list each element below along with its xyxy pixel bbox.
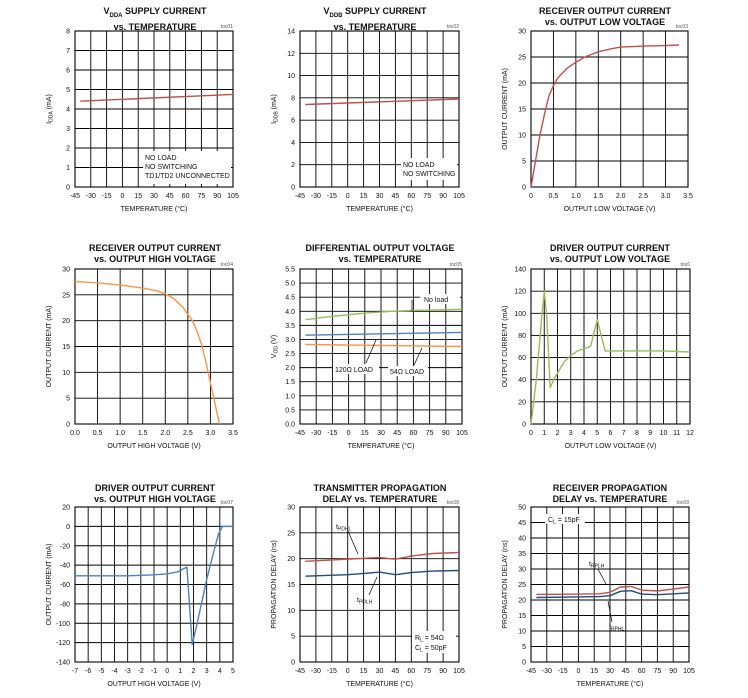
chart2-ylabel: $I_{DDB}$ (mA) <box>271 94 280 124</box>
chart3-ytick-label: 30 <box>518 28 526 36</box>
chart5-xtick-label: -15 <box>327 430 338 437</box>
chart6-xtick-label: 8 <box>635 430 639 437</box>
chart8-ytick-label: 15 <box>287 582 295 589</box>
chart1-series-1 <box>80 94 233 101</box>
chart5-label-no-load: No load <box>424 297 449 304</box>
chart1-xtick-label: 30 <box>150 193 158 200</box>
chart7-xtick-label: 3 <box>204 668 209 675</box>
chart2-xtick-label: 60 <box>407 193 416 200</box>
chart8-xtick-label: 105 <box>453 668 465 675</box>
chart8-tpdhl-pointer <box>348 531 358 554</box>
chart8-ytick-label: 25 <box>287 530 295 538</box>
chart3-ytick-label: 25 <box>518 54 526 62</box>
chart3-xtick-label: 1.5 <box>593 193 604 200</box>
chart6-xtick-label: 9 <box>648 430 653 437</box>
chart9-xtick-label: 45 <box>621 668 630 675</box>
chart5-ytick-label: 4.5 <box>285 294 295 302</box>
chart7-xtick-label: -4 <box>111 668 118 675</box>
chart2-xtick-label: 90 <box>439 193 447 200</box>
chart9-xtick-label: 90 <box>669 668 678 675</box>
chart1-xtick-label: -15 <box>101 193 112 200</box>
chart5-xtick-label: 75 <box>425 430 434 437</box>
chart5-ytick-label: 3.0 <box>285 336 295 344</box>
chart6-xtick-label: 5 <box>595 430 600 437</box>
chart6-xtick-label: 1 <box>542 430 547 437</box>
chart1-ytick-label: 8 <box>66 28 70 36</box>
chart1-xtick-label: 0 <box>120 193 125 200</box>
chart7-ytick-label: -100 <box>55 620 70 628</box>
chart8-series-1 <box>305 553 459 562</box>
chart4-ytick-label: 25 <box>62 292 70 300</box>
chart7-xtick-label: -1 <box>150 668 158 675</box>
chart6-code: toc6 <box>680 262 690 268</box>
chart2-ytick-label: 10 <box>287 73 295 81</box>
chart9-xtick-label: -30 <box>541 668 552 675</box>
chart3-xtick-label: 3.5 <box>683 193 693 200</box>
chart9-trplh-pointer <box>598 569 606 584</box>
chart6-xtick-label: 4 <box>582 430 586 437</box>
chart1-ylabel: $I_{DDA}$ (mA) <box>46 94 55 124</box>
chart2-ytick-label: 14 <box>287 28 295 36</box>
chart5-xtick-label: 90 <box>441 430 450 437</box>
chart4-xtick-label: 0.0 <box>70 430 80 437</box>
chart3-xtick-label: 0 <box>529 193 533 200</box>
chart9-ytick-label: 25 <box>518 582 526 589</box>
chart2-xtick-label: 105 <box>453 193 465 200</box>
chart4-ytick-label: 5 <box>66 395 70 403</box>
chart5-xtick-label: 30 <box>377 430 385 437</box>
chart5-xtick-label: -30 <box>311 430 322 437</box>
chart3-ytick-label: 5 <box>522 158 526 166</box>
chart8-ytick-label: 0 <box>291 659 295 667</box>
chart8-xtick-label: 75 <box>423 668 432 675</box>
chart5-ylabel: $V_{OD}$ (V) <box>271 334 280 359</box>
chart2-xtick-label: 30 <box>375 193 384 200</box>
chart6-xtick-label: 6 <box>608 430 613 437</box>
chart9-ytick-label: 10 <box>518 628 526 636</box>
chart6-ytick-label: 140 <box>514 266 526 274</box>
chart5-series-2 <box>305 332 462 335</box>
chart3-ylabel: OUTPUT CURRENT (mA) <box>502 68 509 150</box>
chart9-label-trphl: $t_{RPHL}$ <box>609 624 625 633</box>
chart2-series-1 <box>305 99 459 105</box>
chart7-xtick-label: -6 <box>85 668 92 675</box>
chart1-ytick-label: 6 <box>66 67 70 75</box>
chart8-ytick-label: 10 <box>287 607 295 615</box>
chart6-ytick-label: 120 <box>514 288 526 296</box>
chart9-ytick-label: 5 <box>522 644 526 651</box>
chart5-ytick-label: 0.0 <box>285 421 295 429</box>
chart8-xlabel: TEMPERATURE (°C) <box>346 681 413 688</box>
chart5-xtick-label: 0 <box>346 430 351 437</box>
chart5-xtick-label: 60 <box>409 430 418 437</box>
chart4-code: toc04 <box>220 262 233 268</box>
chart9-xtick-label: 30 <box>606 668 614 675</box>
chart1-ytick-label: 2 <box>66 145 70 153</box>
chart9-xtick-label: 105 <box>683 668 695 675</box>
chart7-ytick-label: -20 <box>59 543 70 551</box>
chart2-xtick-label: -15 <box>326 193 337 200</box>
chart9-xtick-label: -15 <box>557 668 568 675</box>
chart9-title: RECEIVER PROPAGATION DELAY vs. TEMPERATURE <box>552 483 668 504</box>
chart7-xtick-label: 4 <box>217 668 222 675</box>
chart5-ytick-label: 5.0 <box>285 280 295 288</box>
chart2-xtick-label: 45 <box>391 193 400 200</box>
chart7-xtick-label: 0 <box>165 668 170 675</box>
chart4-xlabel: OUTPUT HIGH VOLTAGE (V) <box>107 443 201 450</box>
chart4-xtick-label: 3.0 <box>205 430 216 437</box>
chart7-title: DRIVER OUTPUT CURRENT vs. OUTPUT HIGH VOLTAGE <box>94 483 216 504</box>
chart5-xtick-label: -45 <box>294 430 306 437</box>
chart9-ylabel: PROPAGATION DELAY (ns) <box>502 540 509 629</box>
chart5-120-pointer <box>366 340 376 363</box>
chart1-ytick-label: 7 <box>66 48 70 55</box>
chart6-xtick-label: 12 <box>686 430 694 437</box>
chart6-xtick-label: 7 <box>621 430 626 437</box>
chart2-ytick-label: 12 <box>287 50 295 58</box>
chart4-title: RECEIVER OUTPUT CURRENT vs. OUTPUT HIGH VOLTAGE <box>88 243 221 264</box>
chart4-ytick-label: 0 <box>66 421 70 429</box>
chart5-xtick-label: 45 <box>393 430 402 437</box>
chart2-title: $V_{DDB}$ SUPPLY CURRENT vs. TEMPERATURE <box>323 6 427 32</box>
chart7-ylabel: OUTPUT CURRENT (mA) <box>46 543 53 626</box>
chart8-xtick-label: 0 <box>345 668 350 675</box>
chart7-xlabel: OUTPUT HIGH VOLTAGE (V) <box>107 681 201 688</box>
chart3-code: toc03 <box>675 24 688 30</box>
chart8-note-cl: $C_L = 50pF$ <box>415 645 447 654</box>
chart9-note-cl: $C_L = 15pF$ <box>548 517 580 526</box>
chart1-xtick-label: -45 <box>69 193 81 200</box>
chart9-xtick-label: 0 <box>576 668 581 675</box>
chart8-ytick-label: 20 <box>287 556 295 564</box>
chart8-note-rl: $R_L = 54\Omega$ <box>415 635 444 644</box>
chart8-tpdlh-pointer <box>369 577 377 595</box>
chart2-ytick-label: 6 <box>291 117 295 125</box>
chart8-title: TRANSMITTER PROPAGATION DELAY vs. TEMPERATURE <box>313 483 447 504</box>
chart9-ytick-label: 45 <box>518 520 526 527</box>
chart7-code: toc07 <box>220 500 233 506</box>
chart8-xtick-label: -15 <box>326 668 337 675</box>
chart6-ytick-label: 100 <box>514 310 526 318</box>
chart8-ylabel: PROPAGATION DELAY (ns) <box>271 540 278 629</box>
chart9-ytick-label: 30 <box>518 566 526 574</box>
chart5-ytick-label: 2.0 <box>285 365 295 373</box>
chart3-xtick-label: 0.5 <box>548 193 559 200</box>
chart9-code: toc09 <box>676 500 689 506</box>
chart1-note-td-unconnected: TD1/TD2 UNCONNECTED <box>145 173 230 180</box>
chart8-xtick-label: 15 <box>359 668 368 675</box>
chart1-title: $V_{DDA}$ SUPPLY CURRENT vs. TEMPERATURE <box>103 6 207 32</box>
chart3-ytick-label: 20 <box>518 80 526 88</box>
chart7-ytick-label: -120 <box>55 640 70 648</box>
chart5-label-120-ohm-load: 120Ω LOAD <box>335 367 373 374</box>
chart9-xtick-label: -45 <box>525 668 537 675</box>
chart8-series-2 <box>305 571 459 577</box>
chart6-ytick-label: 40 <box>518 377 526 385</box>
chart3-xlabel: OUTPUT LOW VOLTAGE (V) <box>563 206 656 213</box>
chart7-xtick-label: -7 <box>71 668 79 675</box>
chart5-title: DIFFERENTIAL OUTPUT VOLTAGE vs. TEMPERATURE <box>305 243 455 264</box>
chart2-xtick-label: 15 <box>359 193 368 200</box>
chart8-code: toc08 <box>446 500 459 506</box>
chart1-ytick-label: 5 <box>66 87 70 94</box>
chart9-ytick-label: 50 <box>518 504 526 512</box>
chart1-xlabel: TEMPERATURE (°C) <box>120 206 188 213</box>
chart9-series-1 <box>536 586 689 594</box>
chart9-label-trplh: $t_{RPLH}$ <box>589 561 605 570</box>
chart7-xtick-label: 1 <box>178 668 183 675</box>
chart7-xtick-label: -5 <box>98 668 105 675</box>
chart3-ytick-label: 15 <box>518 106 526 114</box>
chart3-xtick-label: 2.0 <box>615 193 626 200</box>
chart2-ytick-label: 8 <box>291 95 295 103</box>
chart9-ytick-label: 20 <box>518 597 526 605</box>
chart1-note-no-switching: NO SWITCHING <box>145 164 198 171</box>
chart5-54-pointer <box>414 348 422 365</box>
chart9-xtick-label: 75 <box>653 668 662 675</box>
chart4-ytick-label: 15 <box>62 344 70 351</box>
chart5-xtick-label: 15 <box>360 430 369 437</box>
chart4-xtick-label: 2.0 <box>160 430 171 437</box>
chart7-xtick-label: -3 <box>124 668 131 675</box>
chart1-ytick-label: 0 <box>66 184 70 192</box>
chart8-label-tpdhl: $t_{PDHL}$ <box>336 524 352 533</box>
chart1-code: toc01 <box>220 24 233 30</box>
chart9-ytick-label: 15 <box>518 613 526 620</box>
chart3-ytick-label: 10 <box>518 132 526 140</box>
chart9-xlabel: TEMPERATURE (°C) <box>576 681 644 688</box>
chart2-code: toc02 <box>446 24 459 30</box>
chart5-xtick-label: 105 <box>456 430 468 437</box>
chart7-ytick-label: 0 <box>66 523 70 531</box>
chart1-xtick-label: 45 <box>165 193 174 200</box>
chart8-xtick-label: -45 <box>294 668 306 675</box>
chart1-note-no-load: NO LOAD <box>145 155 177 162</box>
chart3-title: RECEIVER OUTPUT CURRENT vs. OUTPUT LOW VOLTAGE <box>538 6 671 27</box>
chart3-xtick-label: 1.0 <box>570 193 581 200</box>
chart3-xtick-label: 3.0 <box>660 193 671 200</box>
chart8-xtick-label: 90 <box>439 668 447 675</box>
chart5-ytick-label: 5.5 <box>285 266 295 274</box>
chart1-xtick-label: 105 <box>227 193 239 200</box>
chart4-ytick-label: 20 <box>62 318 70 326</box>
chart2-note-no-load: NO LOAD <box>403 162 435 169</box>
chart1-xtick-label: 15 <box>134 193 143 200</box>
chart2-xtick-label: 0 <box>345 193 350 200</box>
chart2-ytick-label: 0 <box>291 184 295 192</box>
chart6-xtick-label: 3 <box>568 430 573 437</box>
chart1-xtick-label: 60 <box>181 193 190 200</box>
chart5-ytick-label: 1.5 <box>285 379 295 387</box>
chart6-xtick-label: 10 <box>659 430 668 437</box>
chart5-ytick-label: 1.0 <box>285 393 295 401</box>
chart1-xtick-label: 75 <box>197 193 206 200</box>
chart1-ytick-label: 3 <box>66 126 70 133</box>
chart4-xtick-label: 1.0 <box>115 430 126 437</box>
chart7-ytick-label: 20 <box>62 504 70 512</box>
chart9-ytick-label: 40 <box>518 535 526 543</box>
chart6-xtick-label: 0 <box>529 430 533 437</box>
chart5-ytick-label: 0.5 <box>285 407 295 415</box>
chart8-ytick-label: 5 <box>291 633 295 641</box>
chart6-xtick-label: 11 <box>673 430 681 437</box>
chart6-ytick-label: 80 <box>518 332 526 340</box>
chart6-ytick-label: 0 <box>522 421 526 429</box>
chart8-xtick-label: -30 <box>310 668 321 675</box>
chart9-xtick-label: 60 <box>637 668 646 675</box>
chart4-series-1 <box>75 281 220 424</box>
chart2-xtick-label: -30 <box>310 193 321 200</box>
chart8-label-tpdlh: $t_{PDLH}$ <box>357 597 373 606</box>
chart8-xtick-label: 60 <box>407 668 416 675</box>
chart7-ytick-label: -40 <box>59 562 70 570</box>
chart5-ytick-label: 3.5 <box>285 322 295 330</box>
chart2-note-no-switching: NO SWITCHING <box>403 171 456 178</box>
chart1-xtick-label: 90 <box>213 193 222 200</box>
chart6-xlabel: OUTPUT LOW VOLTAGE (V) <box>564 443 657 450</box>
chart4-xtick-label: 1.5 <box>137 430 148 437</box>
chart5-label-54-ohm-load: 54Ω LOAD <box>390 369 425 376</box>
chart4-ylabel: OUTPUT CURRENT (mA) <box>46 305 53 388</box>
chart6-ylabel: OUTPUT CURRENT (mA) <box>502 305 509 388</box>
chart4-ytick-label: 10 <box>62 369 70 377</box>
chart2-xtick-label: -45 <box>294 193 306 200</box>
chart4-ytick-label: 30 <box>62 266 70 274</box>
chart7-ytick-label: -80 <box>59 601 70 609</box>
chart7-xtick-label: -2 <box>137 668 144 675</box>
chart5-code: toc05 <box>449 262 462 268</box>
chart4-xtick-label: 2.5 <box>182 430 193 437</box>
chart8-xtick-label: 45 <box>391 668 400 675</box>
chart1-ytick-label: 4 <box>66 106 70 114</box>
chart7-ytick-label: -60 <box>59 582 70 589</box>
chart3-ytick-label: 0 <box>522 184 526 192</box>
chart8-ytick-label: 30 <box>287 504 295 512</box>
chart6-title: DRIVER OUTPUT CURRENT vs. OUTPUT LOW VOLTAGE <box>549 243 671 264</box>
chart7-xtick-label: 5 <box>231 668 235 675</box>
chart1-xtick-label: -30 <box>85 193 96 200</box>
chart2-ytick-label: 2 <box>291 162 295 170</box>
chart8-xtick-label: 30 <box>375 668 384 675</box>
chart1-ytick-label: 1 <box>66 165 70 172</box>
chart2-ytick-label: 4 <box>291 139 295 147</box>
chart7-ytick-label: -140 <box>55 659 70 667</box>
chart5-ytick-label: 2.5 <box>285 351 295 359</box>
chart2-xlabel: TEMPERATURE (°C) <box>346 206 413 213</box>
chart4-xtick-label: 3.5 <box>228 430 238 437</box>
chart9-ytick-label: 35 <box>518 551 526 558</box>
chart2-xtick-label: 75 <box>423 193 432 200</box>
chart7-xtick-label: 2 <box>191 668 196 675</box>
chart4-xtick-label: 0.5 <box>92 430 103 437</box>
chart9-ytick-label: 0 <box>522 659 526 667</box>
chart6-xtick-label: 2 <box>555 430 560 437</box>
chart9-xtick-label: 15 <box>590 668 599 675</box>
chart6-ytick-label: 60 <box>518 355 526 363</box>
chart5-series-3 <box>305 345 462 347</box>
chart5-xlabel: TEMPERATURE (°C) <box>347 443 415 450</box>
chart3-xtick-label: 2.5 <box>638 193 649 200</box>
chart5-ytick-label: 4.0 <box>285 308 295 316</box>
chart6-ytick-label: 20 <box>518 399 526 407</box>
